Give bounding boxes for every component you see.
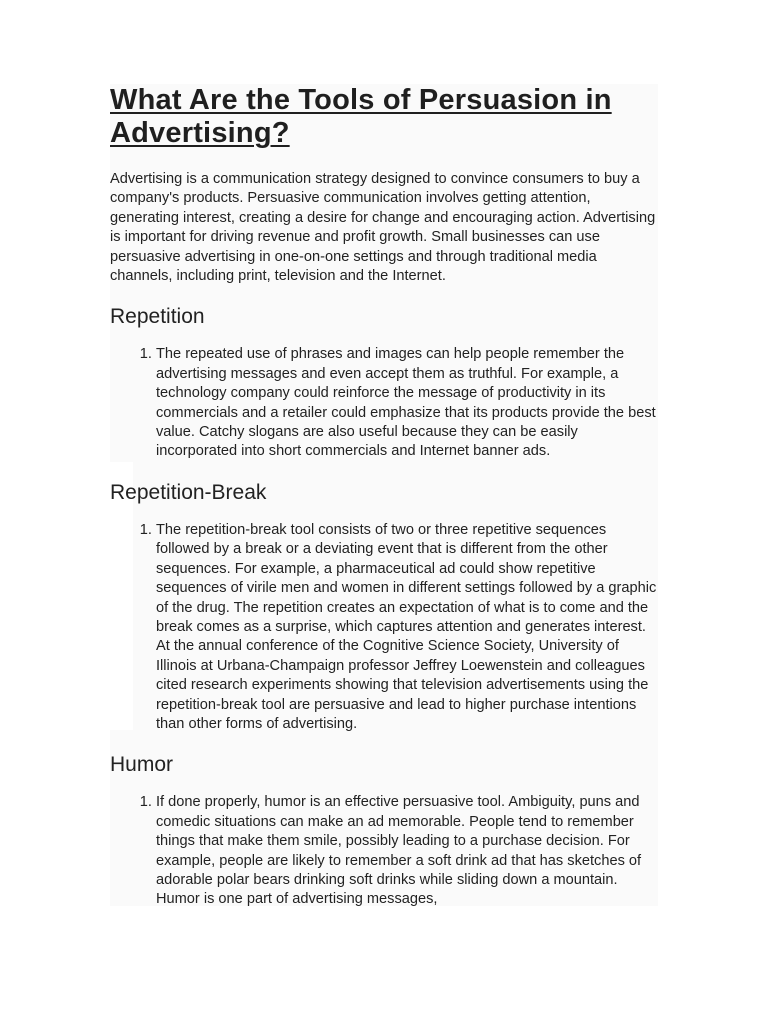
list-item: 1. The repetition-break tool consists of two or three repetitive sequences followed by a break or a deviating event that is different from the other sequences. For example, a pharmaceutical ad could show repetitive sequences of virile men and women in different settings followed by a graphic of the drug. The repetition creates an expectation of what is to come and the break comes as a surprise, which captures attention and generates interest. At the annual conference of the Cognitive Science Society, University of Illinois at Urbana-Champaign professor Jeffrey Loewenstein and colleagues cited research experiments showing that television advertisements using the repetition-break tool are persuasive and lead to higher purchase intentions than other forms of advertising. xyxy=(156,521,658,734)
list-item: 1. If done properly, humor is an effective persuasive tool. Ambiguity, puns and comedic situations can make an ad memorable. People tend to remember things that make them smile, possibly leading to a purchase decision. For example, people are likely to remember a soft drink ad that has sketches of adorable polar bears drinking soft drinks while sliding down a mountain. Humor is one part of advertising messages, xyxy=(156,793,658,906)
repetition-break-list xyxy=(110,521,658,734)
article-body xyxy=(110,84,658,906)
section-heading-repetition: Repetition xyxy=(110,305,205,329)
humor-list xyxy=(110,793,658,906)
list-item: 1. The repeated use of phrases and images can help people remember the advertising messages and even accept them as truthful. For example, a technology company could reinforce the message of productivity in its commercials and a retailer could emphasize that its products provide the best value. Catchy slogans are also useful because they can be easily incorporated into short commercials and Internet banner ads. xyxy=(156,345,658,461)
section-heading-humor: Humor xyxy=(110,753,174,777)
intro-paragraph: Advertising is a communication strategy designed to convince consumers to buy a company's products. Persuasive communication involves getting attention, generating interest, creating a desire for change and encouraging action. Advertising is important for driving revenue and profit growth. Small businesses can use persuasive advertising in one-on-one settings and through traditional media channels, including print, television and the Internet. xyxy=(110,171,656,285)
article-title: What Are the Tools of Persuasion in Advertising? xyxy=(110,84,612,149)
repetition-list xyxy=(110,345,658,461)
section-heading-repetition-break: Repetition-Break xyxy=(110,480,267,504)
